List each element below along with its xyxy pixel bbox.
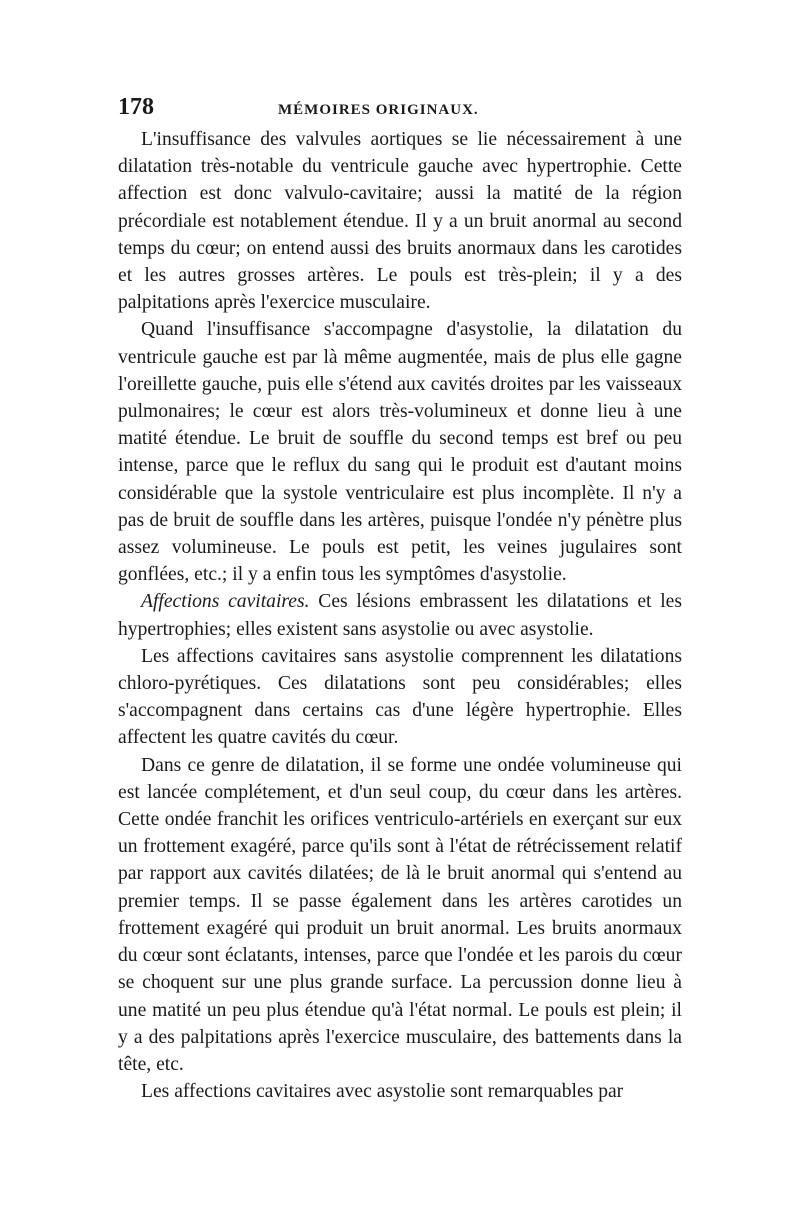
page-header	[118, 94, 682, 124]
paragraph	[118, 752, 682, 1078]
paragraph-text: L'insuffisance des valvules aortiques se lie nécessairement à une dilatation très-notable du ventricule gauche avec hypertrophie. Cette affection est donc valvulo-cavitaire; aussi la matité de la région précordiale est notablement étendue. Il y a un bruit anormal au second temps du cœur; on entend aussi des bruits anormaux dans les carotides et les autres grosses artères. Le pouls est très-plein; il y a des palpitations après l'exercice musculaire.	[118, 129, 682, 314]
paragraph	[118, 1078, 682, 1105]
paragraph-text: Ces lésions embrassent les dilatations et les hypertrophies; elles existent sans asystolie ou avec asystolie.	[118, 591, 682, 640]
paragraph-text: Quand l'insuffisance s'accompagne d'asystolie, la dilatation du ventricule gauche est par là même augmentée, mais de plus elle gagne l'oreillette gauche, puis elle s'étend aux cavités droites par les vaisseaux pulmonaires; le cœur est alors très-volumineux et donne lieu à une matité étendue. Le bruit de souffle du second temps est bref ou peu intense, parce que le reflux du sang qui le produit est d'autant moins considérable que la systole ventriculaire est plus incomplète. Il n'y a pas de bruit de souffle dans les artères, puisque l'ondée n'y pénètre plus assez volumineuse. Le pouls est petit, les veines jugulaires sont gonflées, etc.; il y a enfin tous les symptômes d'asystolie.	[118, 319, 682, 586]
page-number: 178	[118, 94, 154, 120]
running-title: MÉMOIRES ORIGINAUX.	[278, 102, 479, 118]
section-heading: Affections cavitaires.	[141, 591, 310, 613]
paragraph	[118, 588, 682, 642]
paragraph-text: Les affections cavitaires sans asystolie comprennent les dilatations chloro-pyrétiques. Ces dilatations sont peu considérables; elles s'accompagnent dans certains cas d'une légère hypertrophie. Elles affectent les quatre cavités du cœur.	[118, 645, 682, 749]
paragraph	[118, 643, 682, 752]
body-text	[118, 126, 682, 1105]
paragraph	[118, 316, 682, 588]
paragraph	[118, 126, 682, 316]
paragraph-text: Les affections cavitaires avec asystolie sont remarquables par	[141, 1081, 624, 1103]
paragraph-text: Dans ce genre de dilatation, il se forme une ondée volumineuse qui est lancée complétement, et d'un seul coup, du cœur dans les artères. Cette ondée franchit les orifices ventriculo-artériels en exerçant sur eux un frottement exagéré, parce qu'ils sont à l'état de rétrécissement relatif par rapport aux cavités dilatées; de là le bruit anormal qui s'entend au premier temps. Il se passe également dans les artères carotides un frottement exagéré qui produit un bruit anormal. Les bruits anormaux du cœur sont éclatants, intenses, parce que l'ondée et les parois du cœur se choquent sur une plus grande surface. La percussion donne lieu à une matité un peu plus étendue qu'à l'état normal. Le pouls est plein; il y a des palpitations après l'exercice musculaire, des battements dans la tête, etc.	[118, 754, 682, 1075]
